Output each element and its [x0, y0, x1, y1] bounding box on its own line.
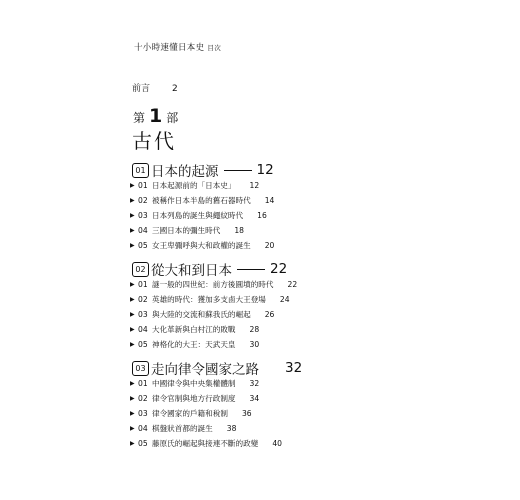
book-title: 十小時速懂日本史 — [134, 43, 205, 53]
section-title: 三國日本的彌生時代 — [152, 226, 221, 235]
triangle-bullet-icon: ▶ — [130, 296, 135, 303]
part-suffix: 部 — [166, 111, 179, 125]
part-number: 1 — [149, 105, 163, 127]
leader-line — [237, 269, 265, 270]
section-page: 32 — [249, 379, 260, 388]
triangle-bullet-icon: ▶ — [130, 311, 135, 318]
section-page: 22 — [287, 280, 298, 289]
chapter-number-box: 03 — [132, 361, 149, 376]
section-page: 36 — [241, 409, 252, 418]
section-number: 04 — [138, 424, 148, 433]
section-title: 日本起源前的「日本史」 — [152, 181, 236, 190]
section-number: 05 — [138, 340, 148, 349]
toc-label: 目次 — [207, 44, 222, 52]
preface-label: 前言 — [132, 84, 151, 94]
section-number: 02 — [138, 295, 148, 304]
triangle-bullet-icon: ▶ — [130, 281, 135, 288]
section-title: 律令國家的戶籍和稅制 — [152, 409, 228, 418]
chapter-number-box: 02 — [132, 262, 149, 277]
section-number: 04 — [138, 325, 148, 334]
section-page: 12 — [249, 181, 260, 190]
section-title: 棋盤狀首都的誕生 — [152, 424, 213, 433]
section-item[interactable] — [130, 277, 370, 292]
preface-page: 2 — [172, 84, 178, 94]
section-title: 大化革新與白村江的敗戰 — [152, 325, 236, 334]
chapter-page: 12 — [256, 162, 274, 178]
section-title: 律令官制與地方行政制度 — [152, 394, 236, 403]
period-title: 古代 — [132, 129, 176, 153]
section-list — [130, 376, 370, 451]
section-number: 01 — [138, 280, 148, 289]
section-item[interactable] — [130, 391, 370, 406]
section-item[interactable] — [130, 193, 370, 208]
section-item[interactable] — [130, 238, 370, 253]
section-item[interactable] — [130, 421, 370, 436]
triangle-bullet-icon: ▶ — [130, 341, 135, 348]
section-number: 02 — [138, 394, 148, 403]
section-page: 18 — [234, 226, 245, 235]
triangle-bullet-icon: ▶ — [130, 212, 135, 219]
section-item[interactable] — [130, 178, 370, 193]
section-title: 女王卑彌呼與大和政權的誕生 — [152, 241, 251, 250]
chapter-title: 走向律令國家之路 — [151, 362, 259, 378]
chapter-heading[interactable] — [132, 160, 274, 180]
section-item[interactable] — [130, 436, 370, 451]
section-number: 01 — [138, 379, 148, 388]
section-number: 02 — [138, 196, 148, 205]
section-item[interactable] — [130, 292, 370, 307]
section-page: 30 — [249, 340, 260, 349]
section-page: 40 — [272, 439, 282, 448]
section-page: 26 — [264, 310, 275, 319]
preface-entry[interactable] — [132, 81, 178, 94]
section-item[interactable] — [130, 307, 370, 322]
triangle-bullet-icon: ▶ — [130, 227, 135, 234]
section-item[interactable] — [130, 337, 370, 352]
part-prefix: 第 — [133, 111, 146, 125]
section-number: 04 — [138, 226, 148, 235]
section-title: 謎一般的四世紀：前方後圓墳的時代 — [152, 280, 274, 289]
book-header — [134, 41, 221, 53]
section-item[interactable] — [130, 208, 370, 223]
chapter-heading[interactable] — [132, 259, 287, 279]
section-list — [130, 277, 370, 352]
part-heading — [133, 105, 178, 127]
triangle-bullet-icon: ▶ — [130, 197, 135, 204]
section-number: 05 — [138, 241, 148, 250]
chapter-title: 日本的起源 — [151, 164, 219, 180]
section-page: 16 — [257, 211, 267, 220]
section-title: 日本列島的誕生與繩紋時代 — [152, 211, 244, 220]
section-title: 神格化的大王：天武天皇 — [152, 340, 236, 349]
triangle-bullet-icon: ▶ — [130, 242, 135, 249]
section-number: 01 — [138, 181, 148, 190]
section-page: 24 — [279, 295, 290, 304]
section-page: 34 — [249, 394, 260, 403]
triangle-bullet-icon: ▶ — [130, 425, 135, 432]
section-item[interactable] — [130, 322, 370, 337]
section-title: 藤原氏的崛起與接連不斷的政變 — [152, 439, 259, 448]
triangle-bullet-icon: ▶ — [130, 380, 135, 387]
section-title: 與大陸的交流和蘇我氏的崛起 — [152, 310, 251, 319]
triangle-bullet-icon: ▶ — [130, 326, 135, 333]
section-number: 03 — [138, 310, 148, 319]
chapter-page: 22 — [270, 261, 288, 277]
section-number: 03 — [138, 409, 148, 418]
triangle-bullet-icon: ▶ — [130, 440, 135, 447]
section-list — [130, 178, 370, 253]
section-item[interactable] — [130, 376, 370, 391]
section-item[interactable] — [130, 223, 370, 238]
section-title: 英雄的時代：獲加多支鹵大王登場 — [152, 295, 266, 304]
section-page: 14 — [264, 196, 275, 205]
section-page: 28 — [249, 325, 260, 334]
chapter-heading[interactable] — [132, 358, 302, 378]
section-page: 38 — [226, 424, 237, 433]
section-title: 中國律令與中央集權體制 — [152, 379, 236, 388]
chapter-title: 從大和到日本 — [151, 263, 232, 279]
section-title: 被稱作日本半島的舊石器時代 — [152, 196, 251, 205]
leader-line — [224, 170, 252, 171]
section-page: 20 — [264, 241, 275, 250]
triangle-bullet-icon: ▶ — [130, 410, 135, 417]
triangle-bullet-icon: ▶ — [130, 395, 135, 402]
chapter-number-box: 01 — [132, 163, 149, 178]
triangle-bullet-icon: ▶ — [130, 182, 135, 189]
section-number: 03 — [138, 211, 148, 220]
section-item[interactable] — [130, 406, 370, 421]
section-number: 05 — [138, 439, 148, 448]
chapter-page: 32 — [285, 360, 303, 376]
